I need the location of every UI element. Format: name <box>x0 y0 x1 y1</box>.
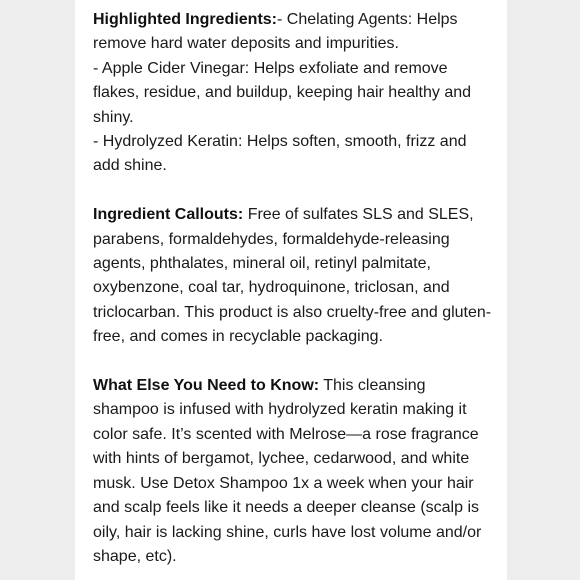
need-to-know-section <box>93 374 493 569</box>
ingredient-callouts-heading: Ingredient Callouts: <box>93 206 244 224</box>
ingredient-item-keratin: - Hydrolyzed Keratin: Helps soften, smooth, frizz and add shine. <box>93 133 467 175</box>
product-description-card <box>75 0 507 580</box>
highlighted-ingredients-section <box>93 8 493 179</box>
need-to-know-body: This cleansing shampoo is infused with hydrolyzed keratin making it color safe. It’s scented with Melrose—a rose fragrance with hints of bergamot, lychee, cedarwood, and white musk. Use Detox Shampoo 1x a week when your hair and scalp feels like it needs a deeper cleanse (scalp is oily, hair is lacking shine, curls have lost volume and/or shape, etc). <box>93 377 482 565</box>
need-to-know-heading: What Else You Need to Know: <box>93 377 320 395</box>
highlighted-ingredients-heading: Highlighted Ingredients: <box>93 11 277 28</box>
description-text <box>93 8 493 580</box>
ingredient-callouts-section <box>93 203 493 349</box>
ingredient-item-chelating: - Chelating Agents: Helps remove hard water deposits and impurities. <box>93 11 458 53</box>
ingredient-callouts-body: Free of sulfates SLS and SLES, parabens, formaldehydes, formaldehyde-releasing agents, phthalates, mineral oil, retinyl palmitate, oxybenzone, coal tar, hydroquinone, triclosan, and triclocarban. This product is also cruelty-free and gluten-free, and comes in recyclable packaging. <box>93 206 492 346</box>
ingredient-item-vinegar: - Apple Cider Vinegar: Helps exfoliate and remove flakes, residue, and buildup, keeping hair healthy and shiny. <box>93 59 472 126</box>
